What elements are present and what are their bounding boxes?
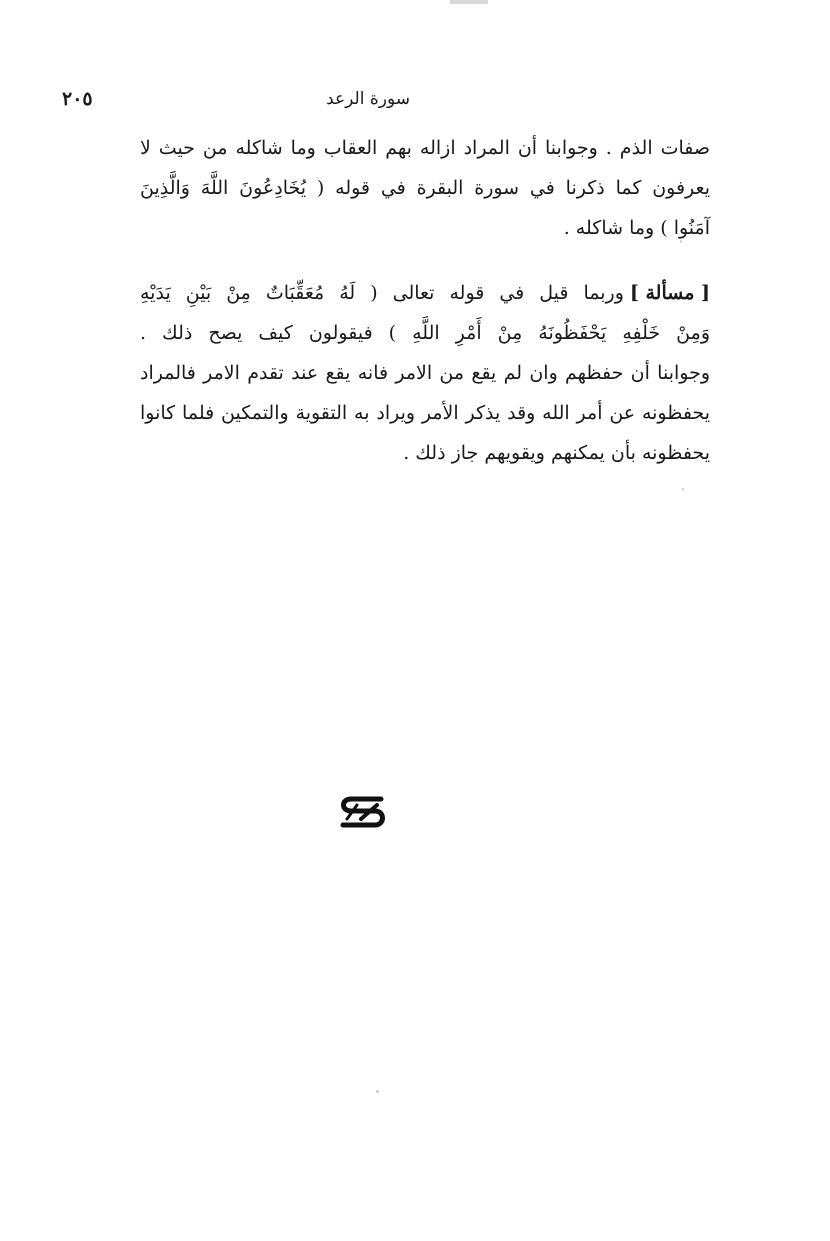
paragraph-line-text: وربما قيل في قوله تعالى ( لَهُ مُعَقِّبَاتٌ مِنْ بَيْنِ يَدَيْهِ <box>140 282 624 304</box>
paragraph-line: وَمِنْ خَلْفِهِ يَحْفَظُونَهُ مِنْ أَمْرِ اللَّهِ ) فيقولون كيف يصح ذلك . <box>140 322 710 344</box>
scan-mark <box>450 0 488 4</box>
end-ornament-icon <box>337 793 389 837</box>
paragraph-line: صفات الذم . وجوابنا أن المراد ازاله بهم العقاب وما شاكله من حيث لا <box>140 137 710 159</box>
paragraph-1 <box>140 128 710 248</box>
page-number: ٢٠٥ <box>62 88 93 110</box>
masala-label: [ مسألة ] <box>629 282 710 304</box>
paragraph-line: وجوابنا أن حفظهم وان لم يقع من الامر فانه يقع عند تقدم الامر فالمراد <box>140 362 710 384</box>
page-header <box>62 84 410 114</box>
paragraph-line: آمَنُوا ) وما شاكله . <box>563 217 710 239</box>
paragraph-line: يحفظونه عن أمر الله وقد يذكر الأمر ويراد به التقوية والتمكين فلما كانوا <box>140 402 710 424</box>
scan-speck <box>682 488 684 491</box>
paragraph-line: يحفظونه بأن يمكنهم ويقويهم جاز ذلك . <box>403 442 710 464</box>
paragraph-line: يعرفون كما ذكرنا في سورة البقرة في قوله ( يُخَادِعُونَ اللَّهَ وَالَّذِينَ <box>140 177 710 199</box>
paragraph-first-line <box>140 273 710 313</box>
scan-speck <box>680 240 682 243</box>
paragraph-2 <box>140 273 710 473</box>
scan-speck <box>376 1090 379 1093</box>
running-title: سورة الرعد <box>326 89 410 109</box>
